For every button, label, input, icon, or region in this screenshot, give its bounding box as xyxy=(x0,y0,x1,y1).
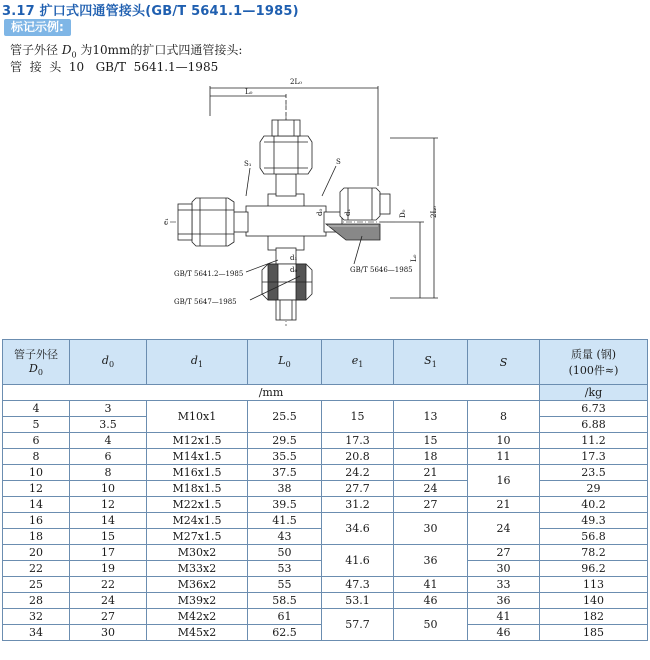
cell-D0: 6 xyxy=(3,433,70,449)
cell-d1: M14x1.5 xyxy=(147,449,248,465)
marking-d0-symbol: D xyxy=(61,43,72,57)
cell-d0: 15 xyxy=(70,529,147,545)
cell-L0: 38 xyxy=(248,481,322,497)
header-d1-sub: 1 xyxy=(197,360,204,370)
header-mass-line1: 质量 (钢) xyxy=(570,348,617,361)
cell-S: 16 xyxy=(468,465,540,497)
cell-L0: 62.5 xyxy=(248,625,322,641)
cell-L0: 39.5 xyxy=(248,497,322,513)
cell-mass: 140 xyxy=(540,593,648,609)
cell-S: 11 xyxy=(468,449,540,465)
cell-d0: 19 xyxy=(70,561,147,577)
cell-mass: 11.2 xyxy=(540,433,648,449)
cell-D0: 25 xyxy=(3,577,70,593)
cell-D0: 28 xyxy=(3,593,70,609)
four-way-fitting-drawing xyxy=(150,76,450,330)
unit-mm: /mm xyxy=(3,385,540,401)
cell-d1: M18x1.5 xyxy=(147,481,248,497)
header-mass-line2: (100件≈) xyxy=(568,364,619,377)
cell-d0: 17 xyxy=(70,545,147,561)
cell-d1: M10x1 xyxy=(147,401,248,433)
cell-S1: 18 xyxy=(394,449,468,465)
cell-D0: 5 xyxy=(3,417,70,433)
cell-mass: 78.2 xyxy=(540,545,648,561)
label-S1: S₁ xyxy=(244,160,252,168)
cell-S: 24 xyxy=(468,513,540,545)
cell-mass: 23.5 xyxy=(540,465,648,481)
marking-d0-sub: 0 xyxy=(71,50,77,60)
cell-S: 21 xyxy=(468,497,540,513)
label-d1-bottom: d₁ xyxy=(290,254,298,262)
cell-e1: 34.6 xyxy=(322,513,394,545)
cell-d0: 3 xyxy=(70,401,147,417)
header-S-sym: S xyxy=(499,355,508,369)
cell-L0: 35.5 xyxy=(248,449,322,465)
cell-S1: 15 xyxy=(394,433,468,449)
cell-d0: 10 xyxy=(70,481,147,497)
cell-e1: 20.8 xyxy=(322,449,394,465)
header-d1 xyxy=(147,340,248,385)
cell-D0: 14 xyxy=(3,497,70,513)
cell-S1: 27 xyxy=(394,497,468,513)
ref-gbt-5646: GB/T 5646—1985 xyxy=(350,266,413,274)
cell-mass: 29 xyxy=(540,481,648,497)
cell-mass: 6.73 xyxy=(540,401,648,417)
cell-mass: 40.2 xyxy=(540,497,648,513)
cell-d1: M45x2 xyxy=(147,625,248,641)
cell-d1: M30x2 xyxy=(147,545,248,561)
cell-D0: 8 xyxy=(3,449,70,465)
cell-e1: 24.2 xyxy=(322,465,394,481)
header-D0-sym: D xyxy=(29,362,38,376)
dimension-table xyxy=(2,339,648,641)
dim-L0-top: L₀ xyxy=(245,88,253,96)
cell-mass: 182 xyxy=(540,609,648,625)
cell-mass: 17.3 xyxy=(540,449,648,465)
header-d0 xyxy=(70,340,147,385)
cell-d0: 12 xyxy=(70,497,147,513)
cell-d1: M42x2 xyxy=(147,609,248,625)
cell-d0: 4 xyxy=(70,433,147,449)
ref-gbt-5641-2: GB/T 5641.2—1985 xyxy=(174,270,244,278)
cell-e1: 27.7 xyxy=(322,481,394,497)
cell-mass: 49.3 xyxy=(540,513,648,529)
marking-line-1-suffix: 为10mm的扩口式四通管接头: xyxy=(80,43,243,57)
cell-S: 10 xyxy=(468,433,540,449)
cell-d1: M39x2 xyxy=(147,593,248,609)
cell-S: 41 xyxy=(468,609,540,625)
cell-d0: 8 xyxy=(70,465,147,481)
cell-d1: M22x1.5 xyxy=(147,497,248,513)
header-S1 xyxy=(394,340,468,385)
cell-D0: 34 xyxy=(3,625,70,641)
header-e1-sub: 1 xyxy=(358,360,364,370)
marking-line-1-prefix: 管子外径 xyxy=(10,43,59,57)
marking-line-2: 管 接 头 10 GB/T 5641.1—1985 xyxy=(10,60,219,74)
cell-D0: 10 xyxy=(3,465,70,481)
cell-S1: 50 xyxy=(394,609,468,641)
ref-gbt-5647: GB/T 5647—1985 xyxy=(174,298,237,306)
cell-S1: 13 xyxy=(394,401,468,433)
cell-mass: 56.8 xyxy=(540,529,648,545)
cell-e1: 53.1 xyxy=(322,593,394,609)
cell-S: 30 xyxy=(468,561,540,577)
header-D0-text: 管子外径 xyxy=(14,348,58,362)
header-L0-sub: 0 xyxy=(285,360,291,370)
cell-L0: 58.5 xyxy=(248,593,322,609)
cell-d1: M27x1.5 xyxy=(147,529,248,545)
cell-d1: M33x2 xyxy=(147,561,248,577)
cell-d0: 14 xyxy=(70,513,147,529)
header-e1 xyxy=(322,340,394,385)
label-d1: d₁ xyxy=(344,208,352,216)
cell-d0: 22 xyxy=(70,577,147,593)
header-mass xyxy=(540,340,648,385)
cell-d0: 30 xyxy=(70,625,147,641)
cell-d1: M12x1.5 xyxy=(147,433,248,449)
label-D0: D₀ xyxy=(399,209,407,218)
cell-d1: M24x1.5 xyxy=(147,513,248,529)
dim-2L0-top: 2L₀ xyxy=(290,78,302,86)
cell-D0: 32 xyxy=(3,609,70,625)
marking-example-tag: 标记示例: xyxy=(4,19,71,36)
cell-D0: 22 xyxy=(3,561,70,577)
label-d0-mid: d₀ xyxy=(316,208,324,216)
cell-S1: 46 xyxy=(394,593,468,609)
dim-2L0-right: 2L₀ xyxy=(430,206,438,218)
cell-L0: 41.5 xyxy=(248,513,322,529)
cell-mass: 185 xyxy=(540,625,648,641)
cell-d0: 3.5 xyxy=(70,417,147,433)
cell-D0: 16 xyxy=(3,513,70,529)
cell-L0: 61 xyxy=(248,609,322,625)
cell-mass: 6.88 xyxy=(540,417,648,433)
cell-S: 33 xyxy=(468,577,540,593)
cell-d1: M16x1.5 xyxy=(147,465,248,481)
header-d0-sub: 0 xyxy=(108,360,115,370)
cell-L0: 25.5 xyxy=(248,401,322,433)
page-title: 3.17 扩口式四通管接头(GB/T 5641.1—1985) xyxy=(2,4,299,19)
cell-S: 27 xyxy=(468,545,540,561)
cell-L0: 53 xyxy=(248,561,322,577)
cell-S: 36 xyxy=(468,593,540,609)
cell-e1: 15 xyxy=(322,401,394,433)
cell-L0: 29.5 xyxy=(248,433,322,449)
cell-d0: 24 xyxy=(70,593,147,609)
unit-kg: /kg xyxy=(540,385,648,401)
cell-e1: 41.6 xyxy=(322,545,394,577)
label-d0-bottom: d₀ xyxy=(290,266,298,274)
cell-S1: 30 xyxy=(394,513,468,545)
marking-line-1 xyxy=(10,41,242,59)
cell-S: 8 xyxy=(468,401,540,433)
header-L0 xyxy=(248,340,322,385)
header-S xyxy=(468,340,540,385)
cell-L0: 50 xyxy=(248,545,322,561)
cell-d0: 6 xyxy=(70,449,147,465)
header-D0 xyxy=(3,340,70,385)
cell-D0: 20 xyxy=(3,545,70,561)
cell-e1: 47.3 xyxy=(322,577,394,593)
cell-S1: 41 xyxy=(394,577,468,593)
cell-e1: 17.3 xyxy=(322,433,394,449)
cell-D0: 18 xyxy=(3,529,70,545)
cell-S1: 36 xyxy=(394,545,468,577)
cell-L0: 43 xyxy=(248,529,322,545)
cell-S: 46 xyxy=(468,625,540,641)
header-D0-sub: 0 xyxy=(37,368,43,378)
cell-d0: 27 xyxy=(70,609,147,625)
cell-L0: 37.5 xyxy=(248,465,322,481)
cell-mass: 113 xyxy=(540,577,648,593)
header-d0-sym: d xyxy=(101,354,109,368)
header-S1-sub: 1 xyxy=(431,360,437,370)
cell-e1: 31.2 xyxy=(322,497,394,513)
dim-L0-right: L₀ xyxy=(410,254,418,262)
header-d1-sym: d xyxy=(190,354,198,368)
cell-L0: 55 xyxy=(248,577,322,593)
header-S1-sym: S xyxy=(424,354,432,368)
cell-D0: 12 xyxy=(3,481,70,497)
cell-S1: 24 xyxy=(394,481,468,497)
label-e1: e₁ xyxy=(162,218,170,225)
label-S: S xyxy=(336,158,341,166)
cell-d1: M36x2 xyxy=(147,577,248,593)
cell-S1: 21 xyxy=(394,465,468,481)
cell-e1: 57.7 xyxy=(322,609,394,641)
cell-D0: 4 xyxy=(3,401,70,417)
header-L0-sym: L xyxy=(278,354,286,368)
cell-mass: 96.2 xyxy=(540,561,648,577)
header-e1-sym: e xyxy=(351,354,359,368)
